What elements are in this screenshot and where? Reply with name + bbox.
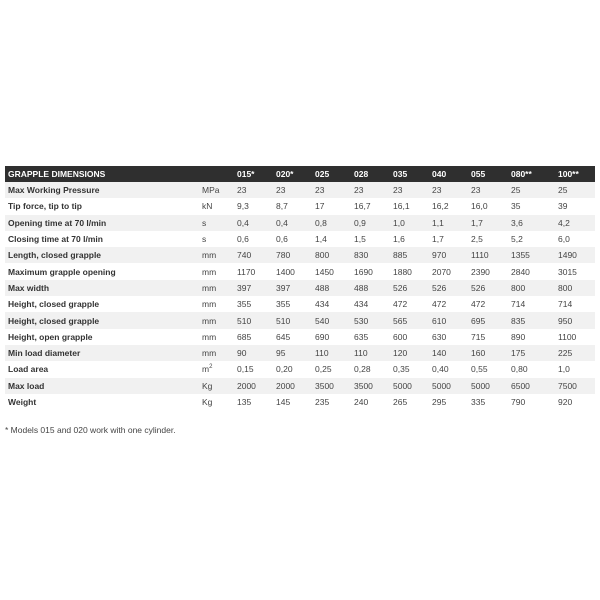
table-cell: 2,5 [471,234,483,245]
table-cell: 39 [558,201,568,212]
table-cell: 3500 [354,380,373,391]
table-cell: 1170 [237,266,256,277]
table-cell: 540 [315,315,330,326]
row-label: Max Working Pressure [8,185,100,196]
table-cell: 890 [511,331,526,342]
table-cell: 740 [237,250,252,261]
unit-text: Kg [202,397,213,407]
table-cell: 25 [558,185,568,196]
grapple-dimensions-table-wrapper [5,166,595,410]
row-unit [199,296,234,312]
table-cell: 715 [471,331,486,342]
table-cell: 434 [354,299,369,310]
table-cell: 135 [237,397,252,407]
unit-text: s [202,234,207,245]
table-row [5,198,595,214]
table-row [5,378,595,394]
table-row [5,345,595,361]
row-label: Max width [8,282,50,293]
table-cell: 0,40 [432,364,449,375]
table-cell: 526 [393,282,408,293]
model-header: 055 [471,169,486,179]
table-cell: 1,4 [315,234,327,245]
table-cell: 95 [276,348,286,359]
table-row [5,263,595,279]
table-cell: 5000 [432,380,451,391]
table-cell: 1355 [511,250,530,261]
table-cell: 472 [432,299,447,310]
unit-text: mm [202,331,217,342]
row-unit [199,378,234,394]
table-cell: 526 [432,282,447,293]
model-header: 020* [276,169,294,179]
table-cell: 23 [354,185,364,196]
table-row [5,296,595,312]
table-cell: 920 [558,397,573,407]
table-cell: 1690 [354,266,373,277]
table-cell: 355 [276,299,291,310]
row-unit [199,280,234,296]
table-cell: 1110 [471,250,489,261]
table-cell: 0,6 [276,234,288,245]
unit-text: m [202,364,210,375]
row-unit [199,394,234,410]
row-unit [199,263,234,279]
table-cell: 23 [471,185,481,196]
table-cell: 530 [354,315,369,326]
table-row [5,231,595,247]
table-cell: 16,1 [393,201,410,212]
table-cell: 0,6 [237,234,249,245]
table-cell: 16,2 [432,201,449,212]
table-cell: 2840 [511,266,530,277]
table-cell: 0,80 [511,364,528,375]
table-cell: 6,0 [558,234,570,245]
table-cell: 23 [237,185,247,196]
table-cell: 2000 [237,380,256,391]
unit-text: MPa [202,185,220,196]
table-cell: 0,4 [276,217,288,228]
table-cell: 23 [315,185,325,196]
table-cell: 0,4 [237,217,249,228]
row-unit [199,231,234,247]
table-cell: 23 [276,185,286,196]
table-body [5,182,595,410]
table-cell: 8,7 [276,201,288,212]
table-cell: 35 [511,201,521,212]
table-cell: 265 [393,397,408,407]
table-cell: 610 [432,315,447,326]
table-cell: 1,7 [432,234,444,245]
model-header: 100** [558,169,579,179]
table-cell: 335 [471,397,486,407]
unit-text: mm [202,250,217,261]
row-unit [199,312,234,328]
row-unit [199,182,234,198]
unit-text: kN [202,201,213,212]
table-cell: 1,1 [432,217,444,228]
table-cell: 800 [558,282,573,293]
row-label: Closing time at 70 l/min [8,234,103,245]
table-cell: 175 [511,348,526,359]
row-unit [199,198,234,214]
table-cell: 397 [237,282,252,293]
table-cell: 0,28 [354,364,371,375]
table-cell: 685 [237,331,252,342]
table-cell: 630 [432,331,447,342]
table-cell: 7500 [558,380,577,391]
grapple-dimensions-table [5,166,595,410]
table-cell: 0,35 [393,364,410,375]
table-row [5,361,595,377]
table-cell: 885 [393,250,408,261]
row-label: Length, closed grapple [8,250,102,261]
table-cell: 1,0 [558,364,570,375]
row-label: Maximum grapple opening [8,266,116,277]
table-cell: 9,3 [237,201,249,212]
table-cell: 5000 [393,380,412,391]
unit-text: mm [202,282,217,293]
table-cell: 1,0 [393,217,405,228]
row-label: Height, open grapple [8,331,93,342]
unit-text: Kg [202,380,213,391]
table-cell: 690 [315,331,330,342]
table-cell: 472 [471,299,486,310]
row-label: Min load diameter [8,348,81,359]
table-cell: 2390 [471,266,490,277]
table-cell: 5,2 [511,234,523,245]
table-cell: 1100 [558,331,577,342]
table-cell: 1450 [315,266,334,277]
table-cell: 2070 [432,266,451,277]
table-cell: 3015 [558,266,577,277]
row-label: Height, closed grapple [8,315,100,326]
table-row [5,329,595,345]
table-cell: 23 [432,185,442,196]
model-header: 028 [354,169,369,179]
table-cell: 970 [432,250,447,261]
table-cell: 1,7 [471,217,483,228]
unit-text: mm [202,266,217,277]
table-cell: 140 [432,348,447,359]
table-cell: 800 [315,250,330,261]
table-cell: 235 [315,397,330,407]
table-cell: 950 [558,315,573,326]
table-cell: 4,2 [558,217,570,228]
table-row [5,312,595,328]
table-cell: 526 [471,282,486,293]
table-cell: 488 [354,282,369,293]
table-cell: 635 [354,331,369,342]
table-cell: 0,25 [315,364,332,375]
row-label: Weight [8,397,37,407]
table-cell: 434 [315,299,330,310]
table-cell: 835 [511,315,526,326]
table-cell: 295 [432,397,447,407]
table-cell: 1,5 [354,234,366,245]
row-label: Max load [8,380,45,391]
row-unit [199,247,234,263]
table-cell: 397 [276,282,291,293]
table-row [5,182,595,198]
model-header: 035 [393,169,408,179]
table-cell: 225 [558,348,573,359]
table-cell: 5000 [471,380,490,391]
row-unit [199,345,234,361]
model-header: 015* [237,169,255,179]
table-row [5,394,595,410]
table-cell: 488 [315,282,330,293]
table-cell: 714 [511,299,526,310]
table-cell: 600 [393,331,408,342]
table-cell: 780 [276,250,291,261]
table-cell: 110 [354,348,368,359]
table-cell: 355 [237,299,252,310]
table-cell: 790 [511,397,526,407]
table-header-row [5,166,595,182]
row-label: Opening time at 70 l/min [8,217,107,228]
table-cell: 2000 [276,380,295,391]
model-header: 080** [511,169,532,179]
table-cell: 0,20 [276,364,293,375]
table-row [5,247,595,263]
row-label: Tip force, tip to tip [8,201,82,212]
table-cell: 472 [393,299,408,310]
table-cell: 0,8 [315,217,327,228]
row-unit [199,361,234,377]
footnote: * Models 015 and 020 work with one cylinder. [5,425,176,435]
table-cell: 1880 [393,266,412,277]
table-title: GRAPPLE DIMENSIONS [8,169,106,179]
table-cell: 6500 [511,380,530,391]
unit-text: mm [202,348,217,359]
row-unit [199,329,234,345]
table-cell: 17 [315,201,325,212]
table-cell: 1400 [276,266,295,277]
table-cell: 0,9 [354,217,366,228]
table-cell: 3500 [315,380,334,391]
table-cell: 0,15 [237,364,254,375]
table-cell: 800 [511,282,526,293]
table-cell: 0,55 [471,364,488,375]
table-cell: 110 [315,348,329,359]
table-cell: 160 [471,348,486,359]
table-cell: 510 [276,315,291,326]
table-cell: 90 [237,348,247,359]
unit-header [199,166,234,182]
unit-superscript: 2 [209,364,213,371]
table-cell: 120 [393,348,408,359]
table-cell: 240 [354,397,369,407]
table-cell: 1490 [558,250,577,261]
unit-text: mm [202,315,217,326]
table-cell: 16,0 [471,201,488,212]
table-cell: 3,6 [511,217,523,228]
table-cell: 510 [237,315,252,326]
row-unit [199,215,234,231]
table-cell: 145 [276,397,291,407]
model-header: 025 [315,169,330,179]
table-cell: 695 [471,315,486,326]
table-cell: 23 [393,185,403,196]
unit-text: mm [202,299,217,310]
row-label: Load area [8,364,49,375]
table-cell: 565 [393,315,408,326]
table-cell: 830 [354,250,369,261]
table-cell: 1,6 [393,234,405,245]
table-cell: 16,7 [354,201,371,212]
table-cell: 645 [276,331,291,342]
table-cell: 714 [558,299,573,310]
unit-text: s [202,217,207,228]
table-row [5,280,595,296]
model-header: 040 [432,169,447,179]
table-cell: 25 [511,185,521,196]
table-row [5,215,595,231]
row-label: Height, closed grapple [8,299,100,310]
